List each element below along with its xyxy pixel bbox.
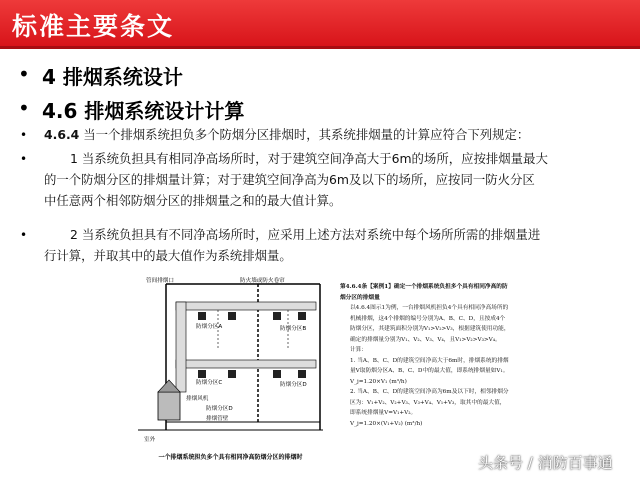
vertical-duct bbox=[176, 302, 186, 392]
item-1-line: 中任意两个相邻防烟分区的排烟量之和的最大值计算。 bbox=[44, 193, 342, 208]
title-bar bbox=[0, 0, 640, 46]
item-2-line: 2 当系统负担具有不同净高场所时，应采用上述方法对系统中每个场所所需的排烟量进 bbox=[70, 227, 541, 242]
label-zone-d2: 防烟分区D bbox=[206, 406, 233, 412]
label-zone-c: 防烟分区C bbox=[196, 380, 223, 386]
example-line: 1. 当A、B、C、D的建筑空间净高大于6m时，排烟系统的排烟量V取防烟分区A、B、C、D中的最大值，即系统排烟量如V₁。 bbox=[350, 357, 509, 374]
smoke-outlet bbox=[198, 312, 206, 320]
label-zone-a: 防烟分区A bbox=[196, 324, 223, 330]
diagram-caption: 一个排烟系统担负多个具有相同净高防烟分区的排烟时 bbox=[158, 454, 303, 461]
item-1-line: 1 当系统负担具有相同净高场所时，对于建筑空间净高大于6m的场所，应按排烟量最大 bbox=[70, 151, 548, 166]
bullet-item-2: • bbox=[20, 228, 28, 242]
example-line: 计算： bbox=[350, 347, 368, 353]
item-2-line: 行计算，并取其中的最大值作为系统排烟量。 bbox=[44, 248, 292, 263]
smoke-exhaust-diagram bbox=[138, 272, 323, 462]
exhaust-fan-box bbox=[158, 392, 180, 420]
smoke-outlet bbox=[198, 370, 206, 378]
example-formula: V_j=1.20×V₁ (m³/h) bbox=[350, 378, 407, 385]
item-1-line: 的一个防烟分区的排烟量计算；对于建筑空间净高为6m及以下的场所，应按同一防火分区 bbox=[44, 172, 535, 187]
item-2-paragraph bbox=[44, 224, 614, 266]
slide-title: 标准主要条文 bbox=[12, 12, 175, 41]
item-1-paragraph bbox=[44, 148, 614, 211]
smoke-outlet bbox=[298, 312, 306, 320]
smoke-outlet bbox=[228, 370, 236, 378]
bullet-item-1: • bbox=[20, 152, 28, 166]
smoke-outlet bbox=[273, 370, 281, 378]
example-title: 第4.6.4条【案例1】确定一个排烟系统负担多个具有相同净高的防烟分区的排烟量 bbox=[340, 284, 508, 301]
label-zone-d: 防烟分区D bbox=[280, 382, 307, 388]
bullet-level2: • bbox=[18, 96, 30, 120]
clause-number: 4.6.4 bbox=[44, 127, 80, 142]
heading-section-4-6: 4.6 排烟系统设计计算 bbox=[42, 99, 245, 123]
label-wall-outlet: 管间排烟口 bbox=[146, 278, 174, 284]
smoke-outlet bbox=[298, 370, 306, 378]
label-outdoor: 室外 bbox=[144, 437, 156, 443]
watermark: 头条号 / 消防百事通 bbox=[478, 454, 613, 472]
smoke-outlet bbox=[228, 312, 236, 320]
label-firewall: 防火墙或防火卷帘 bbox=[240, 278, 285, 284]
example-line: 2. 当A、B、C、D的建筑空间净高为6m及以下时，相邻排烟分区为：V₁+V₂、V₂+V₃、V₃+V₄、V₁+V₃，取其中的最大值，即系统排烟量V=V₁+V₂。 bbox=[350, 389, 509, 416]
label-fan: 排烟风机 bbox=[186, 396, 209, 402]
label-zone-b: 防烟分区B bbox=[280, 326, 307, 332]
clause-text: 当一个排烟系统担负多个防烟分区排烟时，其系统排烟量的计算应符合下列规定： bbox=[83, 127, 530, 142]
example-formula: V_j=1.20×(V₁+V₂) (m³/h) bbox=[350, 420, 423, 427]
bullet-clause: • bbox=[20, 128, 28, 142]
label-duct: 排烟管壁 bbox=[206, 416, 229, 422]
diagram-drawing bbox=[138, 272, 323, 452]
bullet-level1: • bbox=[18, 62, 30, 86]
heading-section-4: 4 排烟系统设计 bbox=[42, 65, 183, 89]
smoke-outlet bbox=[273, 312, 281, 320]
lower-duct bbox=[176, 360, 316, 368]
example-line: 以4.6.4图示1为例，一台排烟风机担负4个具有相同净高场所的机械排烟，这4个排烟的编号分别为A、B、C、D，且按成4个防烟分区，其建筑面积分别为V₁>V₂>V₃，根据建筑使用功能，确定的排烟量分别为V₁、V₂、V₃、V₄，且V₁>V₂>V₃>V₄。 bbox=[350, 305, 510, 343]
upper-duct bbox=[176, 302, 316, 310]
clause-paragraph bbox=[44, 124, 614, 145]
example-textblock bbox=[340, 282, 510, 429]
title-underline bbox=[0, 46, 640, 49]
